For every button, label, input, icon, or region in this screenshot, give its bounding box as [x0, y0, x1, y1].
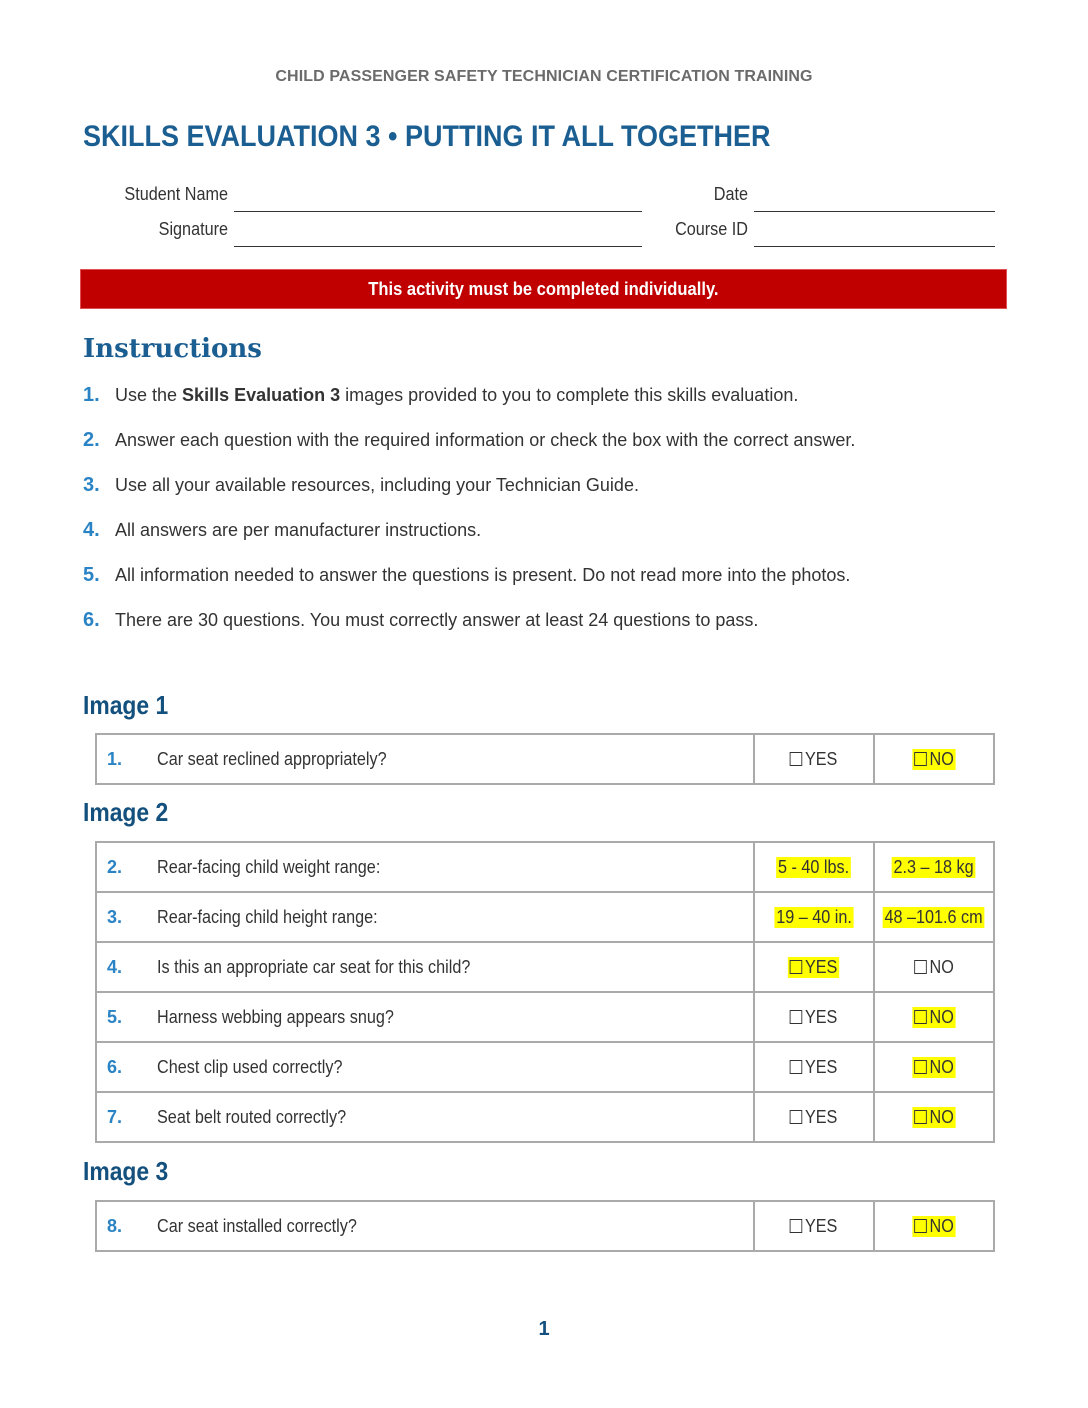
answer-height-cm[interactable]: 48 –101.6 cm: [874, 892, 994, 942]
checkbox-icon[interactable]: [914, 960, 927, 974]
table-row: [96, 1042, 994, 1092]
answer-no[interactable]: NO: [874, 992, 994, 1042]
instruction-number: 5.: [83, 564, 100, 586]
page-title: SKILLS EVALUATION 3 • PUTTING IT ALL TOGETHER: [83, 120, 771, 153]
table-row: [96, 892, 994, 942]
question-text: Rear-facing child weight range:: [157, 856, 381, 877]
answer-weight-lbs[interactable]: 5 - 40 lbs.: [754, 842, 874, 892]
table-row: [96, 734, 994, 784]
instruction-item: 2. Answer each question with the required information or check the box with the correct answer.: [83, 429, 856, 451]
signature-label: Signature: [158, 219, 228, 239]
course-id-label: Course ID: [675, 219, 748, 239]
question-text: Car seat reclined appropriately?: [157, 748, 387, 769]
question-text: Is this an appropriate car seat for this child?: [157, 956, 471, 977]
page-number: 1: [538, 1318, 550, 1340]
table-row: [96, 1201, 994, 1251]
instruction-number: 6.: [83, 609, 100, 631]
instruction-number: 4.: [83, 519, 100, 541]
program-header: CHILD PASSENGER SAFETY TECHNICIAN CERTIFICATION TRAINING: [275, 68, 813, 85]
table-row: [96, 1092, 994, 1142]
question-text: Harness webbing appears snug?: [157, 1006, 394, 1027]
questions-table-image-1: [95, 733, 995, 785]
question-text: Chest clip used correctly?: [157, 1056, 343, 1077]
answer-yes[interactable]: YES: [754, 1092, 874, 1142]
instructions-heading: Instructions: [83, 334, 262, 364]
answer-no[interactable]: NO: [874, 1092, 994, 1142]
checkbox-icon[interactable]: [914, 1060, 927, 1074]
answer-height-in[interactable]: 19 – 40 in.: [754, 892, 874, 942]
signature-field[interactable]: [234, 246, 642, 247]
question-number: 4.: [96, 942, 157, 992]
checkbox-icon[interactable]: [790, 960, 803, 974]
checkbox-icon[interactable]: [790, 1110, 803, 1124]
question-number: 2.: [96, 842, 157, 892]
instruction-item: 1. Use the Skills Evaluation 3 images provided to you to complete this skills evaluation.: [83, 384, 799, 406]
checkbox-icon[interactable]: [790, 1010, 803, 1024]
answer-no[interactable]: NO: [874, 942, 994, 992]
answer-no[interactable]: NO: [874, 734, 994, 784]
table-row: [96, 942, 994, 992]
answer-yes[interactable]: YES: [754, 942, 874, 992]
table-row: [96, 992, 994, 1042]
date-field[interactable]: [754, 211, 995, 212]
instruction-item: 4. All answers are per manufacturer instructions.: [83, 519, 482, 541]
answer-weight-kg[interactable]: 2.3 – 18 kg: [874, 842, 994, 892]
instruction-number: 2.: [83, 429, 100, 451]
instruction-item: 5. All information needed to answer the questions is present. Do not read more into the photos.: [83, 564, 851, 586]
checkbox-icon[interactable]: [790, 752, 803, 766]
instruction-number: 3.: [83, 474, 100, 496]
student-name-label: Student Name: [124, 184, 228, 204]
date-label: Date: [713, 184, 748, 204]
answer-yes[interactable]: YES: [754, 734, 874, 784]
section-heading-image-3: Image 3: [83, 1156, 169, 1186]
answer-yes[interactable]: YES: [754, 1042, 874, 1092]
question-number: 7.: [96, 1092, 157, 1142]
questions-table-image-2: [95, 841, 995, 1143]
checkbox-icon[interactable]: [790, 1219, 803, 1233]
section-heading-image-2: Image 2: [83, 797, 169, 827]
checkbox-icon[interactable]: [914, 1110, 927, 1124]
instruction-number: 1.: [83, 384, 100, 406]
questions-table-image-3: [95, 1200, 995, 1252]
table-row: [96, 842, 994, 892]
checkbox-icon[interactable]: [914, 752, 927, 766]
checkbox-icon[interactable]: [914, 1010, 927, 1024]
answer-no[interactable]: NO: [874, 1042, 994, 1092]
individual-activity-banner: [80, 269, 1007, 309]
instruction-item: 3. Use all your available resources, including your Technician Guide.: [83, 474, 639, 496]
question-text: Car seat installed correctly?: [157, 1215, 357, 1236]
checkbox-icon[interactable]: [914, 1219, 927, 1233]
question-number: 6.: [96, 1042, 157, 1092]
question-number: 5.: [96, 992, 157, 1042]
checkbox-icon[interactable]: [790, 1060, 803, 1074]
course-id-field[interactable]: [754, 246, 995, 247]
section-heading-image-1: Image 1: [83, 690, 169, 720]
instruction-item: 6. There are 30 questions. You must correctly answer at least 24 questions to pass.: [83, 609, 759, 631]
question-number: 1.: [96, 734, 157, 784]
answer-no[interactable]: NO: [874, 1201, 994, 1251]
answer-yes[interactable]: YES: [754, 992, 874, 1042]
question-number: 8.: [96, 1201, 157, 1251]
question-number: 3.: [96, 892, 157, 942]
banner-text: This activity must be completed individually.: [368, 279, 719, 299]
student-name-field[interactable]: [234, 211, 642, 212]
answer-yes[interactable]: YES: [754, 1201, 874, 1251]
question-text: Seat belt routed correctly?: [157, 1106, 347, 1127]
question-text: Rear-facing child height range:: [157, 906, 378, 927]
